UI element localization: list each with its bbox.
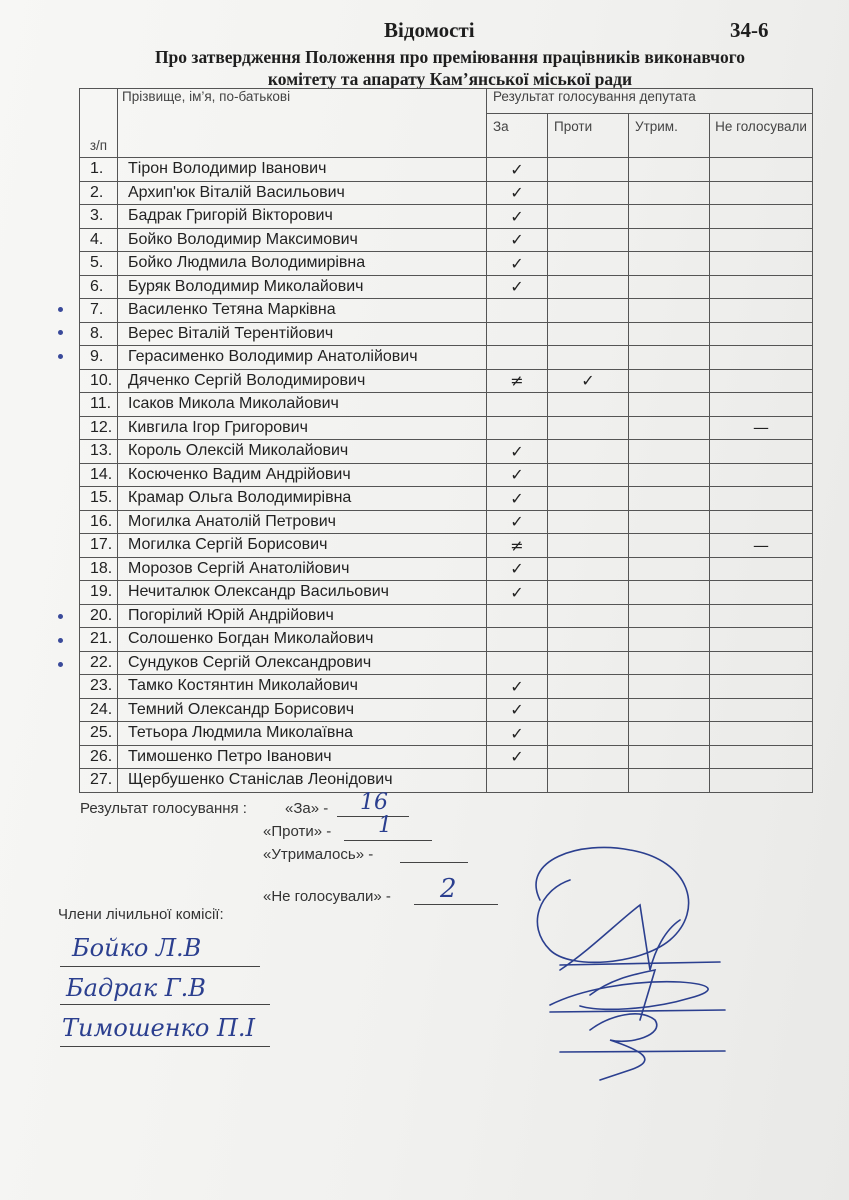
vote-for-mark <box>487 651 548 675</box>
vote-for-mark <box>487 346 548 370</box>
vote-for-mark <box>487 299 548 323</box>
deputy-name: Тимошенко Петро Іванович <box>118 745 487 769</box>
results-against-label: «Проти» - <box>263 823 332 840</box>
vote-abstain-mark <box>629 463 710 487</box>
vote-abstain-mark <box>629 581 710 605</box>
vote-notvoted-mark <box>710 228 813 252</box>
margin-mark <box>58 638 63 643</box>
deputy-name: Косюченко Вадим Андрійович <box>118 463 487 487</box>
vote-for-mark <box>487 416 548 440</box>
vote-for-mark: ✓ <box>487 158 548 182</box>
vote-against-mark <box>548 416 629 440</box>
vote-for-mark: ✓ <box>487 440 548 464</box>
row-number: 26. <box>80 745 118 769</box>
table-row <box>80 252 813 276</box>
vote-against-mark <box>548 205 629 229</box>
deputy-name: Тетьора Людмила Миколаївна <box>118 722 487 746</box>
vote-for-mark: ✓ <box>487 228 548 252</box>
results-abstain-line <box>400 862 468 863</box>
commission-label: Члени лічильної комісії: <box>58 906 224 923</box>
vote-against-mark <box>548 487 629 511</box>
vote-abstain-mark <box>629 205 710 229</box>
vote-abstain-mark <box>629 369 710 393</box>
table-row <box>80 440 813 464</box>
results-for-line <box>337 816 409 817</box>
table-row <box>80 181 813 205</box>
vote-for-mark: ✓ <box>487 557 548 581</box>
col-header-abstain: Утрим. <box>629 114 710 158</box>
vote-abstain-mark <box>629 181 710 205</box>
voting-table <box>79 88 813 793</box>
vote-abstain-mark <box>629 228 710 252</box>
table-row <box>80 158 813 182</box>
vote-against-mark <box>548 510 629 534</box>
table-row <box>80 604 813 628</box>
vote-notvoted-mark <box>710 440 813 464</box>
vote-abstain-mark <box>629 487 710 511</box>
vote-against-mark <box>548 604 629 628</box>
deputy-name: Ісаков Микола Миколайович <box>118 393 487 417</box>
margin-mark <box>58 330 63 335</box>
vote-abstain-mark <box>629 604 710 628</box>
col-header-num: з/п <box>80 89 118 158</box>
row-number: 1. <box>80 158 118 182</box>
col-header-for: За <box>487 114 548 158</box>
deputy-name: Темний Олександр Борисович <box>118 698 487 722</box>
vote-against-mark <box>548 745 629 769</box>
table-row <box>80 510 813 534</box>
vote-against-mark <box>548 322 629 346</box>
vote-notvoted-mark <box>710 181 813 205</box>
row-number: 8. <box>80 322 118 346</box>
row-number: 11. <box>80 393 118 417</box>
vote-abstain-mark <box>629 769 710 793</box>
commission-member-2: Бадрак Г.В <box>66 974 206 1002</box>
vote-for-mark <box>487 604 548 628</box>
deputy-name: Погорілий Юрій Андрійович <box>118 604 487 628</box>
vote-against-mark: ✓ <box>548 369 629 393</box>
row-number: 18. <box>80 557 118 581</box>
table-row <box>80 534 813 558</box>
vote-abstain-mark <box>629 534 710 558</box>
deputy-name: Крамар Ольга Володимирівна <box>118 487 487 511</box>
table-row <box>80 299 813 323</box>
table-row <box>80 275 813 299</box>
deputy-name: Тірон Володимир Іванович <box>118 158 487 182</box>
vote-abstain-mark <box>629 722 710 746</box>
vote-abstain-mark <box>629 275 710 299</box>
deputy-name: Дяченко Сергій Володимирович <box>118 369 487 393</box>
results-notvoted-value: 2 <box>440 874 457 904</box>
row-number: 24. <box>80 698 118 722</box>
table-row <box>80 651 813 675</box>
document-title: Відомості <box>384 18 475 42</box>
deputy-name: Могилка Анатолій Петрович <box>118 510 487 534</box>
vote-for-mark: ✓ <box>487 581 548 605</box>
vote-for-mark: ✓ <box>487 510 548 534</box>
table-row <box>80 322 813 346</box>
row-number: 25. <box>80 722 118 746</box>
vote-abstain-mark <box>629 158 710 182</box>
vote-against-mark <box>548 557 629 581</box>
vote-abstain-mark <box>629 416 710 440</box>
document-subtitle <box>60 46 840 90</box>
vote-against-mark <box>548 181 629 205</box>
results-against-line <box>344 840 432 841</box>
table-row <box>80 369 813 393</box>
vote-for-mark: ✓ <box>487 275 548 299</box>
vote-notvoted-mark <box>710 557 813 581</box>
vote-notvoted-mark <box>710 510 813 534</box>
vote-abstain-mark <box>629 557 710 581</box>
deputy-name: Сундуков Сергій Олександрович <box>118 651 487 675</box>
vote-for-mark: ≠ <box>487 369 548 393</box>
vote-for-mark <box>487 322 548 346</box>
margin-mark <box>58 662 63 667</box>
vote-against-mark <box>548 581 629 605</box>
deputy-name: Буряк Володимир Миколайович <box>118 275 487 299</box>
vote-against-mark <box>548 158 629 182</box>
vote-notvoted-mark <box>710 675 813 699</box>
row-number: 22. <box>80 651 118 675</box>
row-number: 15. <box>80 487 118 511</box>
vote-notvoted-mark <box>710 769 813 793</box>
table-row <box>80 346 813 370</box>
table-row <box>80 228 813 252</box>
document-number: 34-6 <box>730 18 769 42</box>
deputy-name: Бойко Людмила Володимирівна <box>118 252 487 276</box>
vote-against-mark <box>548 675 629 699</box>
vote-for-mark: ✓ <box>487 698 548 722</box>
vote-notvoted-mark <box>710 393 813 417</box>
vote-notvoted-mark <box>710 205 813 229</box>
vote-against-mark <box>548 252 629 276</box>
subtitle-line-2: комітету та апарату Кам’янської міської ради <box>267 69 633 89</box>
row-number: 10. <box>80 369 118 393</box>
vote-abstain-mark <box>629 346 710 370</box>
row-number: 19. <box>80 581 118 605</box>
vote-for-mark: ✓ <box>487 205 548 229</box>
col-header-name: Прізвище, ім’я, по-батькові <box>118 89 487 158</box>
row-number: 3. <box>80 205 118 229</box>
deputy-name: Архип'юк Віталій Васильович <box>118 181 487 205</box>
vote-against-mark <box>548 346 629 370</box>
vote-abstain-mark <box>629 510 710 534</box>
col-header-result: Результат голосування депутата <box>487 89 813 114</box>
vote-against-mark <box>548 722 629 746</box>
deputy-name: Солошенко Богдан Миколайович <box>118 628 487 652</box>
deputy-name: Нечиталюк Олександр Васильович <box>118 581 487 605</box>
vote-notvoted-mark <box>710 698 813 722</box>
table-row <box>80 769 813 793</box>
vote-against-mark <box>548 440 629 464</box>
row-number: 16. <box>80 510 118 534</box>
deputy-name: Кивгила Ігор Григорович <box>118 416 487 440</box>
table-row <box>80 581 813 605</box>
row-number: 6. <box>80 275 118 299</box>
vote-abstain-mark <box>629 252 710 276</box>
vote-against-mark <box>548 651 629 675</box>
commission-member-3: Тимошенко П.І <box>62 1014 256 1042</box>
vote-abstain-mark <box>629 393 710 417</box>
table-row <box>80 675 813 699</box>
deputy-name: Бадрак Григорій Вікторович <box>118 205 487 229</box>
vote-against-mark <box>548 628 629 652</box>
vote-against-mark <box>548 393 629 417</box>
vote-for-mark: ✓ <box>487 181 548 205</box>
deputy-name: Щербушенко Станіслав Леонідович <box>118 769 487 793</box>
row-number: 12. <box>80 416 118 440</box>
vote-notvoted-mark <box>710 628 813 652</box>
commission-line <box>60 1004 270 1005</box>
table-row <box>80 557 813 581</box>
col-header-notvoted: Не голосували <box>710 114 813 158</box>
results-against-value: 1 <box>378 813 392 838</box>
results-for-label: «За» - <box>285 800 329 817</box>
vote-abstain-mark <box>629 675 710 699</box>
title-row <box>0 18 849 44</box>
vote-notvoted-mark <box>710 275 813 299</box>
vote-notvoted-mark <box>710 252 813 276</box>
vote-abstain-mark <box>629 322 710 346</box>
table-row <box>80 487 813 511</box>
commission-member-1: Бойко Л.В <box>72 934 202 962</box>
vote-abstain-mark <box>629 651 710 675</box>
subtitle-line-1: Про затвердження Положення про преміювання працівників виконавчого <box>154 47 746 67</box>
vote-notvoted-mark <box>710 322 813 346</box>
margin-mark <box>58 307 63 312</box>
vote-for-mark <box>487 393 548 417</box>
row-number: 23. <box>80 675 118 699</box>
vote-notvoted-mark <box>710 604 813 628</box>
deputy-name: Морозов Сергій Анатолійович <box>118 557 487 581</box>
vote-notvoted-mark <box>710 299 813 323</box>
table-row <box>80 722 813 746</box>
vote-abstain-mark <box>629 628 710 652</box>
table-row <box>80 393 813 417</box>
vote-for-mark: ✓ <box>487 487 548 511</box>
row-number: 27. <box>80 769 118 793</box>
vote-for-mark: ✓ <box>487 722 548 746</box>
vote-against-mark <box>548 769 629 793</box>
vote-abstain-mark <box>629 440 710 464</box>
results-abstain-label: «Утрималось» - <box>263 846 374 863</box>
vote-against-mark <box>548 299 629 323</box>
table-header-row <box>80 89 813 114</box>
table-row <box>80 416 813 440</box>
vote-notvoted-mark <box>710 745 813 769</box>
signatures-drawing <box>480 830 740 1090</box>
deputy-name: Король Олексій Миколайович <box>118 440 487 464</box>
deputy-name: Могилка Сергій Борисович <box>118 534 487 558</box>
vote-against-mark <box>548 228 629 252</box>
row-number: 4. <box>80 228 118 252</box>
row-number: 20. <box>80 604 118 628</box>
vote-abstain-mark <box>629 299 710 323</box>
deputy-name: Герасименко Володимир Анатолійович <box>118 346 487 370</box>
row-number: 2. <box>80 181 118 205</box>
vote-for-mark <box>487 628 548 652</box>
row-number: 14. <box>80 463 118 487</box>
table-row <box>80 205 813 229</box>
commission-line <box>60 966 260 967</box>
vote-notvoted-mark <box>710 581 813 605</box>
vote-notvoted-mark <box>710 158 813 182</box>
margin-mark <box>58 354 63 359</box>
results-for-value: 16 <box>360 790 388 815</box>
vote-notvoted-mark <box>710 722 813 746</box>
table-row <box>80 628 813 652</box>
table-row <box>80 463 813 487</box>
vote-for-mark: ✓ <box>487 463 548 487</box>
vote-abstain-mark <box>629 745 710 769</box>
row-number: 13. <box>80 440 118 464</box>
vote-notvoted-mark: — <box>710 534 813 558</box>
vote-notvoted-mark <box>710 346 813 370</box>
vote-against-mark <box>548 698 629 722</box>
vote-for-mark: ✓ <box>487 252 548 276</box>
row-number: 9. <box>80 346 118 370</box>
vote-notvoted-mark <box>710 487 813 511</box>
vote-against-mark <box>548 534 629 558</box>
results-notvoted-label: «Не голосували» - <box>263 888 391 905</box>
vote-against-mark <box>548 463 629 487</box>
deputy-name: Бойко Володимир Максимович <box>118 228 487 252</box>
vote-for-mark: ✓ <box>487 745 548 769</box>
deputy-name: Василенко Тетяна Марківна <box>118 299 487 323</box>
vote-notvoted-mark <box>710 369 813 393</box>
table-row <box>80 745 813 769</box>
vote-for-mark: ≠ <box>487 534 548 558</box>
results-label: Результат голосування : <box>80 800 247 817</box>
vote-for-mark: ✓ <box>487 675 548 699</box>
commission-line <box>60 1046 270 1047</box>
vote-notvoted-mark <box>710 463 813 487</box>
vote-notvoted-mark: — <box>710 416 813 440</box>
vote-for-mark <box>487 769 548 793</box>
deputy-name: Тамко Костянтин Миколайович <box>118 675 487 699</box>
row-number: 17. <box>80 534 118 558</box>
margin-mark <box>58 614 63 619</box>
vote-abstain-mark <box>629 698 710 722</box>
vote-notvoted-mark <box>710 651 813 675</box>
deputy-name: Верес Віталій Терентійович <box>118 322 487 346</box>
row-number: 5. <box>80 252 118 276</box>
table-row <box>80 698 813 722</box>
row-number: 21. <box>80 628 118 652</box>
col-header-against: Проти <box>548 114 629 158</box>
vote-against-mark <box>548 275 629 299</box>
row-number: 7. <box>80 299 118 323</box>
